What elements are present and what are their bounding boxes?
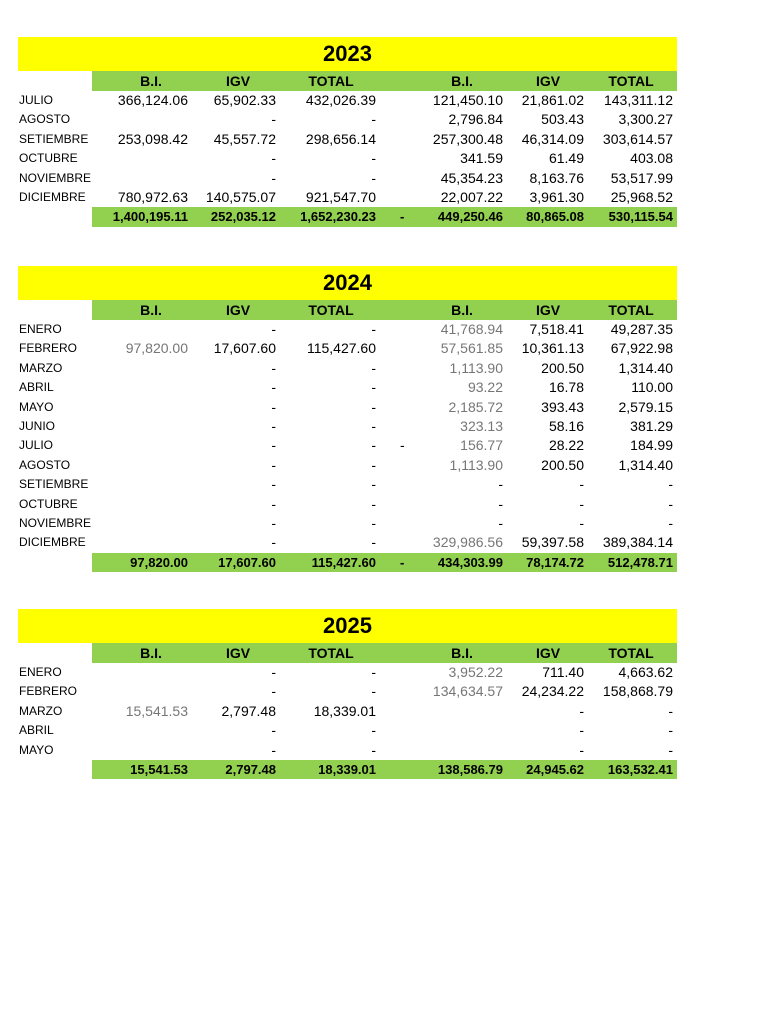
igv-header: IGV bbox=[535, 73, 561, 89]
month-label: FEBRERO bbox=[19, 684, 78, 699]
value-cell: 25,968.52 bbox=[610, 188, 673, 205]
value-cell: 329,986.56 bbox=[432, 534, 503, 551]
month-label: OCTUBRE bbox=[19, 151, 78, 166]
value-cell: - bbox=[668, 741, 673, 758]
value-cell: - bbox=[668, 514, 673, 531]
total-value: 78,174.72 bbox=[526, 554, 584, 570]
total-value: 115,427.60 bbox=[311, 554, 376, 570]
total-value: 80,865.08 bbox=[526, 209, 584, 225]
value-cell: 200.50 bbox=[541, 456, 584, 473]
value-cell: - bbox=[371, 321, 376, 337]
value-cell: - bbox=[371, 476, 376, 493]
value-cell: 2,579.15 bbox=[618, 398, 673, 415]
bi-header: B.I. bbox=[451, 73, 473, 89]
year-table-2024 bbox=[18, 266, 677, 572]
value-cell: - bbox=[371, 417, 376, 434]
month-label: ENERO bbox=[19, 665, 62, 679]
total-value: 252,035.12 bbox=[210, 209, 276, 225]
value-cell: - bbox=[271, 514, 276, 531]
value-cell: 16.78 bbox=[548, 379, 584, 396]
month-label: MARZO bbox=[19, 360, 63, 375]
table-row bbox=[18, 495, 677, 514]
value-cell: - bbox=[371, 741, 376, 758]
table-row bbox=[18, 456, 677, 475]
year-title: 2025 bbox=[18, 609, 677, 643]
value-cell: 45,354.23 bbox=[440, 169, 503, 186]
value-cell: - bbox=[271, 664, 276, 680]
value-cell: 393.43 bbox=[541, 398, 584, 415]
value-cell: 21,861.02 bbox=[521, 92, 584, 108]
value-cell: - bbox=[371, 111, 376, 128]
value-cell: - bbox=[668, 722, 673, 739]
column-header-row bbox=[18, 300, 677, 320]
value-cell: 2,797.48 bbox=[221, 702, 276, 719]
value-cell: 59,397.58 bbox=[521, 534, 584, 551]
value-cell: - bbox=[579, 495, 584, 512]
igv-header: IGV bbox=[225, 73, 251, 89]
month-label: JULIO bbox=[19, 93, 54, 107]
column-header-row bbox=[18, 643, 677, 663]
month-label: NOVIEMBRE bbox=[19, 515, 92, 530]
value-cell: - bbox=[271, 722, 276, 739]
year-title: 2024 bbox=[18, 266, 677, 300]
value-cell: - bbox=[371, 169, 376, 186]
value-cell: 298,656.14 bbox=[305, 130, 376, 147]
value-cell: - bbox=[271, 150, 276, 167]
total-header: TOTAL bbox=[308, 73, 354, 89]
value-cell: - bbox=[371, 664, 376, 680]
total-row bbox=[18, 760, 677, 779]
value-cell: - bbox=[498, 495, 503, 512]
igv-header: IGV bbox=[225, 302, 251, 318]
value-cell: 22,007.22 bbox=[440, 188, 503, 205]
value-cell: 97,820.00 bbox=[125, 340, 188, 357]
value-cell: 15,541.53 bbox=[125, 702, 188, 719]
value-cell: 24,234.22 bbox=[521, 683, 584, 700]
value-cell: 134,634.57 bbox=[432, 683, 503, 700]
total-value: 15,541.53 bbox=[130, 761, 188, 777]
table-row bbox=[18, 91, 677, 110]
value-cell: 67,922.98 bbox=[610, 340, 673, 357]
month-label: MAYO bbox=[19, 399, 54, 414]
value-cell: 403.08 bbox=[630, 150, 673, 167]
bi-header: B.I. bbox=[451, 302, 473, 318]
value-cell: - bbox=[371, 150, 376, 167]
value-cell: - bbox=[579, 702, 584, 719]
table-row bbox=[18, 320, 677, 339]
value-cell: 110.00 bbox=[631, 379, 673, 396]
value-cell: 303,614.57 bbox=[602, 130, 673, 147]
table-row bbox=[18, 436, 677, 455]
value-cell: - bbox=[271, 683, 276, 700]
bi-header: B.I. bbox=[451, 645, 473, 661]
table-row bbox=[18, 721, 677, 740]
month-label: SETIEMBRE bbox=[19, 131, 89, 146]
value-cell: - bbox=[579, 741, 584, 758]
value-cell: - bbox=[498, 514, 503, 531]
total-value: 17,607.60 bbox=[218, 554, 276, 570]
bi-header: B.I. bbox=[140, 302, 162, 318]
month-label: AGOSTO bbox=[19, 457, 71, 472]
value-cell: - bbox=[371, 534, 376, 551]
month-label: DICIEMBRE bbox=[19, 189, 86, 204]
total-value: 1,400,195.11 bbox=[112, 209, 188, 225]
value-cell: 2,185.72 bbox=[448, 398, 503, 415]
value-cell: 140,575.07 bbox=[205, 188, 276, 205]
table-row bbox=[18, 110, 677, 129]
value-cell: 57,561.85 bbox=[440, 340, 503, 357]
bi-header: B.I. bbox=[140, 73, 162, 89]
value-cell: 3,961.30 bbox=[529, 188, 584, 205]
table-row bbox=[18, 417, 677, 436]
header-background bbox=[92, 643, 677, 663]
value-cell: - bbox=[668, 702, 673, 719]
value-cell: - bbox=[498, 476, 503, 493]
value-cell: 503.43 bbox=[541, 111, 584, 128]
separator-mark: - bbox=[400, 437, 405, 454]
value-cell: 1,314.40 bbox=[618, 359, 673, 376]
total-value: 97,820.00 bbox=[130, 554, 188, 570]
value-cell: - bbox=[271, 359, 276, 376]
table-row bbox=[18, 533, 677, 552]
total-header: TOTAL bbox=[608, 73, 654, 89]
value-cell: 158,868.79 bbox=[602, 683, 673, 700]
value-cell: 8,163.76 bbox=[529, 169, 584, 186]
bi-header: B.I. bbox=[140, 645, 162, 661]
value-cell: 200.50 bbox=[541, 359, 584, 376]
igv-header: IGV bbox=[535, 302, 561, 318]
total-value: 18,339.01 bbox=[318, 761, 376, 777]
value-cell: 58.16 bbox=[548, 417, 584, 434]
value-cell: - bbox=[579, 722, 584, 739]
total-value: 24,945.62 bbox=[526, 761, 584, 777]
month-label: ABRIL bbox=[19, 380, 54, 395]
year-title: 2023 bbox=[18, 37, 677, 71]
value-cell: 41,768.94 bbox=[440, 321, 503, 337]
month-label: FEBRERO bbox=[19, 341, 78, 356]
value-cell: 53,517.99 bbox=[610, 169, 673, 186]
value-cell: - bbox=[271, 456, 276, 473]
value-cell: 61.49 bbox=[548, 150, 584, 167]
value-cell: - bbox=[271, 321, 276, 337]
value-cell: 115,427.60 bbox=[306, 340, 376, 357]
month-label: SETIEMBRE bbox=[19, 477, 89, 492]
header-background bbox=[92, 71, 677, 91]
value-cell: - bbox=[271, 379, 276, 396]
total-value: 138,586.79 bbox=[437, 761, 503, 777]
value-cell: - bbox=[579, 476, 584, 493]
value-cell: - bbox=[579, 514, 584, 531]
value-cell: 780,972.63 bbox=[117, 188, 188, 205]
value-cell: 143,311.12 bbox=[603, 92, 673, 108]
value-cell: - bbox=[271, 476, 276, 493]
value-cell: - bbox=[271, 437, 276, 454]
value-cell: - bbox=[668, 476, 673, 493]
value-cell: 121,450.10 bbox=[432, 92, 503, 108]
value-cell: 46,314.09 bbox=[521, 130, 584, 147]
table-row bbox=[18, 169, 677, 188]
value-cell: 257,300.48 bbox=[432, 130, 503, 147]
value-cell: 389,384.14 bbox=[602, 534, 673, 551]
value-cell: 17,607.60 bbox=[213, 340, 276, 357]
total-header: TOTAL bbox=[308, 645, 354, 661]
month-label: ENERO bbox=[19, 322, 62, 336]
value-cell: 3,300.27 bbox=[618, 111, 673, 128]
value-cell: 10,361.13 bbox=[521, 340, 584, 357]
value-cell: 1,113.90 bbox=[449, 456, 503, 473]
separator-mark: - bbox=[400, 209, 405, 225]
value-cell: - bbox=[271, 495, 276, 512]
value-cell: 4,663.62 bbox=[618, 664, 673, 680]
value-cell: - bbox=[668, 495, 673, 512]
value-cell: 2,796.84 bbox=[448, 111, 503, 128]
value-cell: - bbox=[371, 456, 376, 473]
total-value: 2,797.48 bbox=[225, 761, 276, 777]
month-label: JUNIO bbox=[19, 418, 55, 433]
value-cell: 711.40 bbox=[542, 664, 584, 680]
total-header: TOTAL bbox=[308, 302, 354, 318]
value-cell: - bbox=[271, 534, 276, 551]
value-cell: 323.13 bbox=[460, 417, 503, 434]
total-header: TOTAL bbox=[608, 645, 654, 661]
table-row bbox=[18, 682, 677, 701]
table-row bbox=[18, 188, 677, 207]
year-table-2025 bbox=[18, 609, 677, 779]
value-cell: - bbox=[271, 169, 276, 186]
value-cell: - bbox=[371, 495, 376, 512]
value-cell: 49,287.35 bbox=[610, 321, 673, 337]
table-row bbox=[18, 398, 677, 417]
value-cell: - bbox=[371, 359, 376, 376]
value-cell: 28.22 bbox=[548, 437, 584, 454]
month-label: DICIEMBRE bbox=[19, 535, 86, 550]
total-value: 1,652,230.23 bbox=[300, 209, 376, 225]
month-label: ABRIL bbox=[19, 723, 54, 738]
table-row bbox=[18, 130, 677, 149]
column-header-row bbox=[18, 71, 677, 91]
header-background bbox=[92, 300, 677, 320]
year-table-2023 bbox=[18, 37, 677, 227]
value-cell: - bbox=[371, 379, 376, 396]
value-cell: 184.99 bbox=[630, 437, 673, 454]
value-cell: - bbox=[271, 741, 276, 758]
value-cell: - bbox=[371, 683, 376, 700]
separator-mark: - bbox=[400, 554, 405, 570]
value-cell: 1,314.40 bbox=[618, 456, 673, 473]
value-cell: 366,124.06 bbox=[117, 92, 188, 108]
value-cell: 341.59 bbox=[460, 150, 503, 167]
value-cell: 65,902.33 bbox=[213, 92, 276, 108]
table-row bbox=[18, 149, 677, 168]
total-row bbox=[18, 553, 677, 572]
month-label: MAYO bbox=[19, 742, 54, 757]
month-label: OCTUBRE bbox=[19, 496, 78, 511]
value-cell: - bbox=[271, 417, 276, 434]
igv-header: IGV bbox=[225, 645, 251, 661]
total-row bbox=[18, 207, 677, 226]
total-value: 512,478.71 bbox=[607, 554, 673, 570]
month-label: MARZO bbox=[19, 703, 63, 718]
table-row bbox=[18, 702, 677, 721]
igv-header: IGV bbox=[535, 645, 561, 661]
value-cell: - bbox=[371, 514, 376, 531]
table-row bbox=[18, 514, 677, 533]
table-row bbox=[18, 359, 677, 378]
value-cell: - bbox=[271, 111, 276, 128]
month-label: AGOSTO bbox=[19, 112, 71, 127]
value-cell: 1,113.90 bbox=[449, 359, 503, 376]
value-cell: 432,026.39 bbox=[305, 92, 376, 108]
total-header: TOTAL bbox=[608, 302, 654, 318]
month-label: JULIO bbox=[19, 438, 54, 453]
value-cell: 921,547.70 bbox=[305, 188, 376, 205]
value-cell: - bbox=[371, 398, 376, 415]
value-cell: 93.22 bbox=[467, 379, 503, 396]
value-cell: - bbox=[271, 398, 276, 415]
value-cell: 3,952.22 bbox=[448, 664, 503, 680]
total-value: 434,303.99 bbox=[437, 554, 503, 570]
value-cell: 45,557.72 bbox=[213, 130, 276, 147]
month-label: NOVIEMBRE bbox=[19, 170, 92, 185]
value-cell: 253,098.42 bbox=[117, 130, 188, 147]
table-row bbox=[18, 339, 677, 358]
table-row bbox=[18, 663, 677, 682]
table-row bbox=[18, 475, 677, 494]
value-cell: 381.29 bbox=[630, 417, 673, 434]
total-value: 163,532.41 bbox=[607, 761, 673, 777]
value-cell: - bbox=[371, 437, 376, 454]
value-cell: 156.77 bbox=[460, 437, 503, 454]
total-value: 449,250.46 bbox=[437, 209, 503, 225]
table-row bbox=[18, 741, 677, 760]
value-cell: 7,518.41 bbox=[529, 321, 584, 337]
value-cell: - bbox=[371, 722, 376, 739]
total-value: 530,115.54 bbox=[608, 209, 673, 225]
table-row bbox=[18, 378, 677, 397]
value-cell: 18,339.01 bbox=[313, 702, 376, 719]
